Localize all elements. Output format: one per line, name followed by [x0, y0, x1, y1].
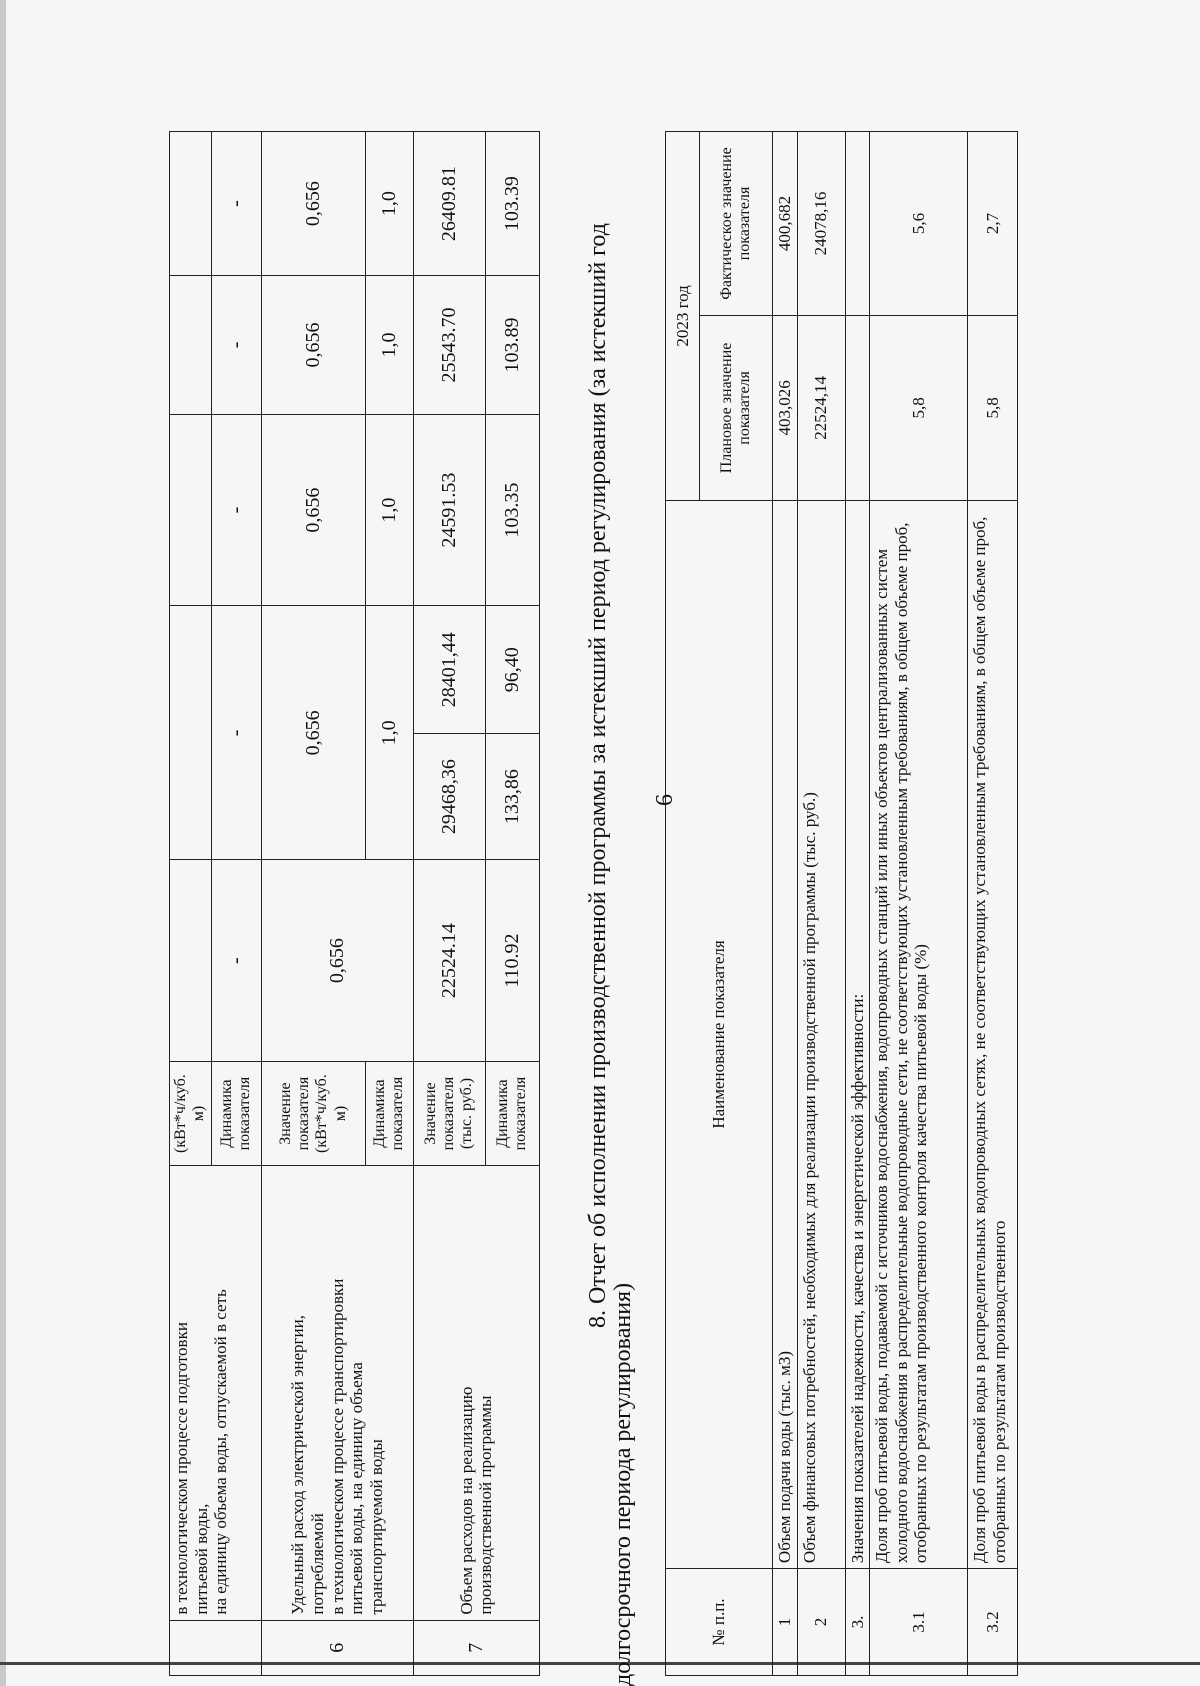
table-row: Динамика показателя 1,0 1,0 1,0 1,0: [365, 132, 413, 1676]
table-row: 7 Объем расходов на реализацию производственной программы Значение показателя (тыс. руб.) 22524.14 29468,36 28401,44 24591.53 25543.70 26409.81: [413, 132, 485, 1676]
dynamics-label: Динамика показателя: [365, 1061, 413, 1165]
row-name: Объем расходов на реализацию производственной программы: [413, 1166, 539, 1620]
header-fact: Фактическое значение показателя: [700, 132, 773, 316]
value-label: Значение показателя (кВт*ч/куб. м): [261, 1061, 365, 1165]
header-plan: Плановое значение показателя: [700, 315, 773, 500]
row-num: [170, 1620, 262, 1675]
row-num: 7: [413, 1620, 539, 1675]
report-table: [665, 131, 1018, 1676]
header-name: Наименование показателя: [666, 500, 773, 1568]
table-row: 6 Удельный расход электрической энергии, потребляемой в технологическом процессе транспортировки питьевой воды, на единицу объема транспортируемой воды Значение показателя (кВт*ч/куб. м) 0,656 0,656 0,656 0,656 0,656: [261, 132, 365, 1676]
table-row: Динамика показателя - - - - -: [211, 132, 261, 1676]
table-row: Динамика показателя 110.92 133,86 96,40 103.35 103.89 103.39: [485, 132, 539, 1676]
section-title: 8. Отчет об исполнении производственной программы за истекший период регулирования (за истекший год долгосрочного периода регулирования): [585, 223, 637, 1686]
value-label: Значение показателя (тыс. руб.): [413, 1061, 485, 1165]
dynamics-label: Динамика показателя: [485, 1061, 539, 1165]
indicators-table: [169, 131, 540, 1676]
table-row: 3.1 Доля проб питьевой воды, подаваемой с источников водоснабжения, водопроводных станций или иных объектов централизованных систем холодного водоснабжения в распределительные водопроводные сети, не соответствующих установленным требованиям, в общем объеме проб, отобранных по результатам производственного контроля качества питьевой воды (%) 5,8 5,6: [870, 132, 968, 1676]
unit-cell: (кВт*ч/куб. м): [170, 1061, 212, 1165]
row-name: Удельный расход электрической энергии, потребляемой в технологическом процессе транспортировки питьевой воды, на единицу объема транспортируемой воды: [261, 1166, 413, 1620]
header-year: 2023 год: [666, 132, 700, 501]
page-number: 6: [652, 794, 678, 806]
header-num: № п.п.: [666, 1569, 773, 1676]
table-row: [170, 132, 212, 1676]
table-row: 1 Объем подачи воды (тыс. м3) 403,026 400,682: [773, 132, 798, 1676]
row-num: 6: [261, 1620, 413, 1675]
table-row: 3. Значения показателей надежности, качества и энергетической эффективности:: [845, 132, 870, 1676]
table-row: 3.2 Доля проб питьевой воды в распределительных водопроводных сетях, не соответствующих установленным требованиям, в общем объеме проб, отобранных по результатам производственного 5,8 2,7: [968, 132, 1018, 1676]
header-row: [666, 132, 700, 1676]
dynamics-label: Динамика показателя: [211, 1061, 261, 1165]
row-name: в технологическом процессе подготовки питьевой воды, на единицу объема воды, отпускаемой в сеть: [170, 1166, 262, 1620]
table-row: 2 Объем финансовых потребностей, необходимых для реализации производственной программы (тыс. руб.) 22524,14 24078,16: [797, 132, 845, 1676]
